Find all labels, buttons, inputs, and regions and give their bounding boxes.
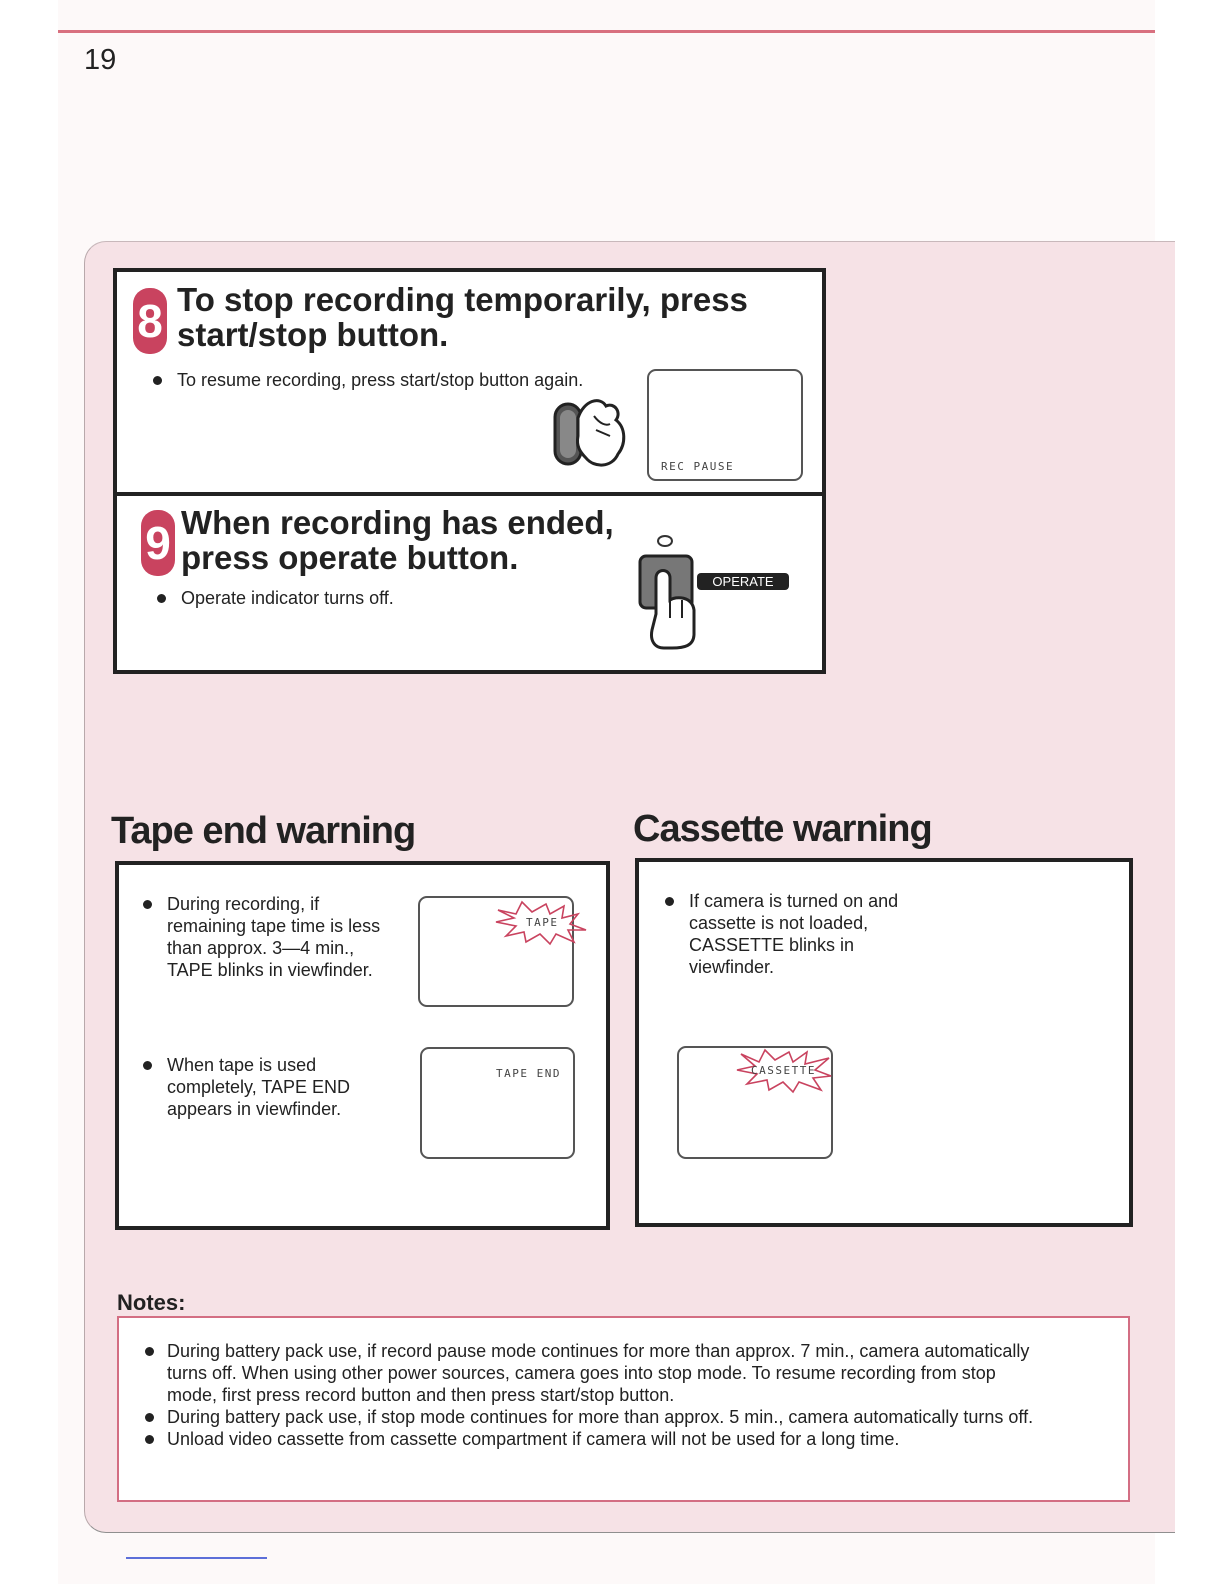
step-8-bullet: To resume recording, press start/stop button again. [177, 370, 584, 390]
step-9-title-line1: When recording has ended, [181, 504, 614, 541]
operate-button-label: OPERATE [697, 573, 789, 590]
viewfinder-tape-text: TAPE [526, 916, 559, 929]
note-1-line: mode, first press record button and then press start/stop button. [167, 1385, 675, 1405]
note-1 [167, 1340, 1029, 1406]
hand-press-start-stop-icon [550, 396, 630, 472]
step-9-title-line2: press operate button. [181, 539, 519, 576]
note-3: Unload video cassette from cassette compartment if camera will not be used for a long time. [167, 1429, 900, 1449]
cassette-item-line: cassette is not loaded, [689, 913, 869, 933]
step-8-title-line1: To stop recording temporarily, press [177, 281, 748, 318]
step-8-number: 8 [133, 288, 167, 354]
hand-press-operate-icon [636, 530, 700, 654]
cassette-item-line: If camera is turned on and [689, 891, 899, 911]
top-rule [58, 30, 1155, 33]
step-9-bullet: Operate indicator turns off. [181, 588, 394, 608]
cassette-item-line: CASSETTE blinks in [689, 935, 855, 955]
tape-end-item1-line: TAPE blinks in viewfinder. [167, 960, 373, 980]
notes-box [117, 1316, 1130, 1502]
tape-end-item1-line: than approx. 3—4 min., [167, 938, 355, 958]
note-1-line: turns off. When using other power sources, camera goes into stop mode. To resume recording from stop [167, 1363, 996, 1383]
viewfinder-rec-pause [647, 369, 803, 481]
viewfinder-rec-pause-text: REC PAUSE [661, 460, 735, 473]
step-8-title-line2: start/stop button. [177, 316, 449, 353]
note-1-line: During battery pack use, if record pause mode continues for more than approx. 7 min., camera automatically [167, 1341, 1030, 1361]
notes-heading: Notes: [117, 1290, 186, 1315]
viewfinder-cassette [677, 1046, 833, 1159]
tape-end-heading: Tape end warning [111, 810, 416, 852]
tape-end-item2 [167, 1054, 350, 1120]
viewfinder-tape-end-text: TAPE END [496, 1067, 561, 1080]
viewfinder-cassette-text: CASSETTE [751, 1064, 816, 1077]
cassette-heading: Cassette warning [633, 808, 932, 850]
tape-end-item1-line: remaining tape time is less [167, 916, 381, 936]
tape-end-item2-line: appears in viewfinder. [167, 1099, 342, 1119]
tape-end-item1 [167, 893, 380, 981]
viewfinder-tape [418, 896, 574, 1007]
step-9-number: 9 [141, 510, 175, 576]
viewfinder-tape-end [420, 1047, 575, 1159]
page-number: 19 [84, 44, 117, 76]
step-divider [117, 492, 822, 496]
tape-end-item2-line: When tape is used [167, 1055, 317, 1075]
note-2: During battery pack use, if stop mode continues for more than approx. 5 min., camera automatically turns off. [167, 1407, 1034, 1427]
tape-end-item2-line: completely, TAPE END [167, 1077, 351, 1097]
footer-rule [126, 1557, 267, 1559]
cassette-item [689, 890, 898, 978]
cassette-item-line: viewfinder. [689, 957, 775, 977]
tape-end-item1-line: During recording, if [167, 894, 320, 914]
